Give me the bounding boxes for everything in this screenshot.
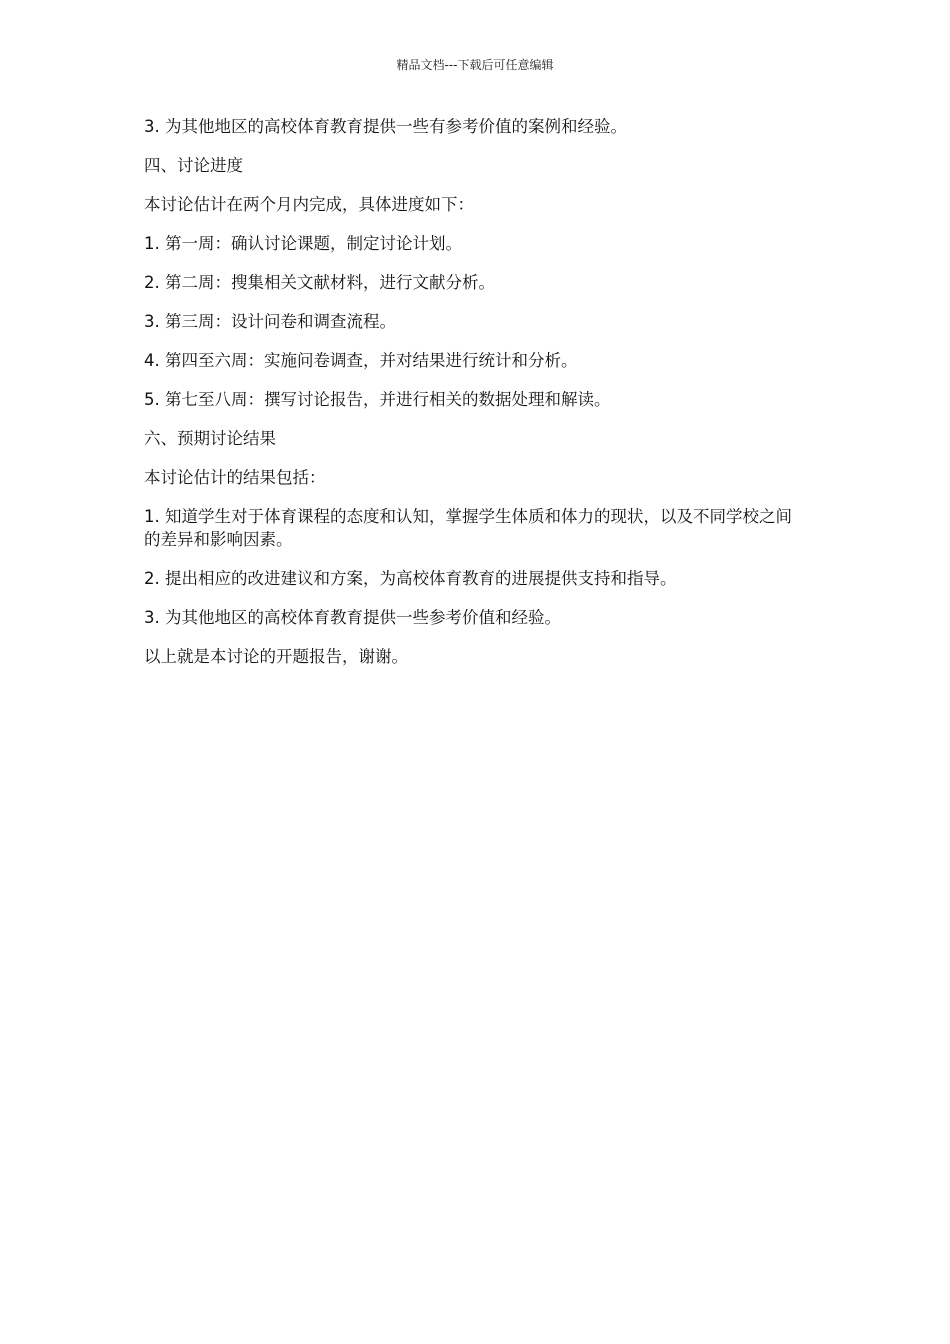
page-header: 精品文档---下载后可任意编辑	[396, 58, 554, 72]
paragraph-schedule-intro: 本讨论估计在两个月内完成，具体进度如下：	[144, 195, 474, 214]
closing-paragraph: 以上就是本讨论的开题报告，谢谢。	[144, 647, 408, 666]
result-item-1: 1. 知道学生对于体育课程的态度和认知，掌握学生体质和体力的现状，以及不同学校之间的差异和影响因素。	[144, 507, 792, 549]
paragraph-results-intro: 本讨论估计的结果包括：	[144, 468, 326, 487]
paragraph-objective-3: 3. 为其他地区的高校体育教育提供一些有参考价值的案例和经验。	[144, 117, 627, 136]
schedule-item-week-1: 1. 第一周：确认讨论课题，制定讨论计划。	[144, 234, 462, 253]
schedule-item-week-7-8: 5. 第七至八周：撰写讨论报告，并进行相关的数据处理和解读。	[144, 390, 611, 409]
result-item-2: 2. 提出相应的改进建议和方案，为高校体育教育的进展提供支持和指导。	[144, 569, 677, 588]
schedule-item-week-2: 2. 第二周：搜集相关文献材料，进行文献分析。	[144, 273, 495, 292]
document-body	[144, 115, 808, 684]
schedule-item-week-3: 3. 第三周：设计问卷和调查流程。	[144, 312, 396, 331]
section-heading-schedule: 四、讨论进度	[144, 156, 243, 175]
result-item-3: 3. 为其他地区的高校体育教育提供一些参考价值和经验。	[144, 608, 561, 627]
section-heading-expected-results: 六、预期讨论结果	[144, 429, 276, 448]
schedule-item-week-4-6: 4. 第四至六周：实施问卷调查，并对结果进行统计和分析。	[144, 351, 578, 370]
